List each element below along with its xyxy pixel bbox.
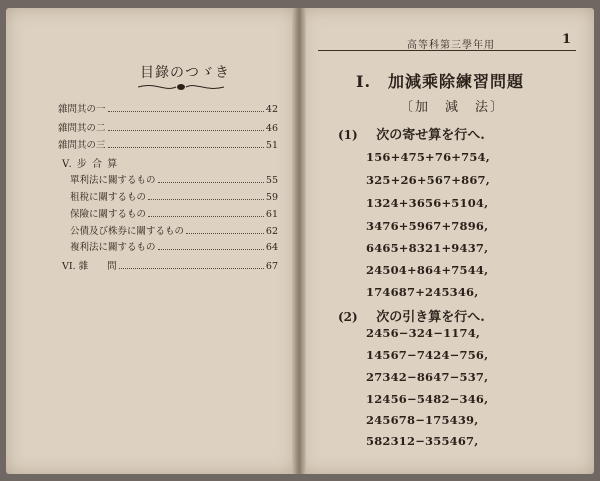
leader-dots [108,130,264,131]
toc-entry [58,101,278,115]
problem-1-heading [338,124,485,143]
chapter-title: I. 加減乘除練習問題 [356,72,525,91]
leader-dots [158,182,264,183]
expression: 325+26+567+867, [366,173,490,187]
leader-dots [148,199,264,200]
toc-entry [70,223,278,237]
expression: 12456−5482−346, [366,392,489,406]
toc-section-v: V. 步 合 算 [62,159,119,170]
expression: 1324+3656+5104, [366,196,489,210]
ornament-divider-icon [136,80,226,94]
toc-entry-label: 保險に關するもの [70,209,147,220]
leader-dots [158,249,264,250]
expression: 24504+864+7544, [366,263,489,277]
toc-entry-page: 67 [265,261,278,272]
leader-dots [186,233,264,234]
expression: 2456−324−1174, [366,326,481,340]
toc-entry [58,137,278,151]
toc-entry [70,239,278,253]
toc-entry-label: 複利法に關するもの [70,242,156,253]
expression: 582312−355467, [366,434,479,448]
page-number: 1 [562,32,572,47]
toc-entry-label: 雜問其の二 [58,123,106,134]
toc-entry-page: 64 [265,242,278,253]
expression: 6465+8321+9437, [366,241,489,255]
toc-entry-label: 租稅に關するもの [70,192,147,203]
toc-entry [70,189,278,203]
toc-entry-label: 單利法に關するもの [70,175,156,186]
toc-entry [70,172,278,186]
problem-2-heading [338,306,485,325]
toc-entry-page: 46 [265,123,278,134]
expression: 3476+5967+7896, [366,219,489,233]
problem-instruction: 次の引き算を行へ. [376,310,485,325]
header-rule [318,50,576,51]
toc-entry [70,206,278,220]
problem-number: (2) [338,310,358,324]
toc-section-vi [62,258,278,272]
toc-entry-label: 雜問其の一 [58,104,106,115]
expression: 245678−175439, [366,413,479,427]
leader-dots [119,268,264,269]
expression: 27342−8647−537, [366,370,489,384]
toc-entry-page: 55 [265,175,278,186]
expression: 156+475+76+754, [366,150,490,164]
toc-entry-label: 雜問其の三 [58,140,106,151]
toc-entry-label: 公債及び株券に關するもの [70,226,185,237]
expression: 174687+245346, [366,285,479,299]
leader-dots [148,216,264,217]
toc-entry-page: 51 [265,140,278,151]
toc-title: 目錄のつゞき [140,65,230,81]
toc-entry-page: 42 [265,104,278,115]
leader-dots [108,111,264,112]
running-header: 高等科第三學年用 [407,40,495,51]
problem-number: (1) [338,128,358,142]
leader-dots [108,147,264,148]
section-subtitle: 〔加 減 法〕 [400,100,506,115]
problem-instruction: 次の寄せ算を行へ. [376,128,485,143]
toc-entry-page: 62 [265,226,278,237]
toc-entry-label: VI. 雜 問 [62,261,117,272]
toc-entry [58,120,278,134]
toc-entry-page: 61 [265,209,278,220]
toc-entry-page: 59 [265,192,278,203]
expression: 14567−7424−756, [366,348,489,362]
book-gutter [292,8,306,474]
